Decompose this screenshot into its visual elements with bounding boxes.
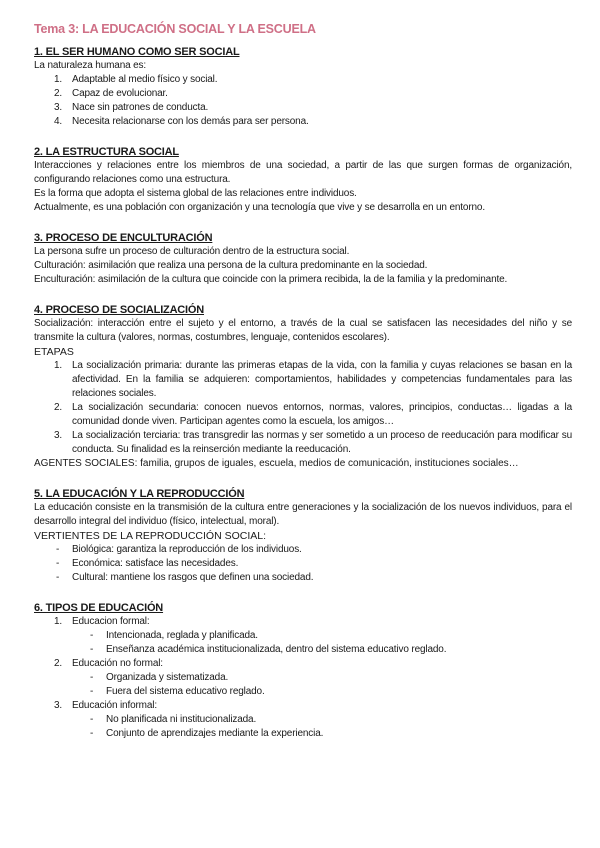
section-5-vertientes-label: VERTIENTES DE LA REPRODUCCIÓN SOCIAL: [34, 530, 267, 542]
section-5 [34, 487, 572, 585]
list-item [34, 429, 572, 457]
item-dash: - [90, 728, 94, 739]
section-3-paragraph-3: Enculturación: asimilación de la cultura que coincide con la primera recibida, la de la familia y la predominante. [34, 274, 508, 285]
item-text: Enseñanza académica institucionalizada, dentro del sistema educativo reglado. [106, 644, 447, 655]
list-item [34, 115, 572, 129]
list-item [34, 671, 572, 685]
item-text: Educacion formal: [72, 616, 150, 627]
list-item [34, 571, 572, 585]
list-item [34, 401, 572, 429]
item-number: 3. [54, 700, 63, 711]
section-1-intro: La naturaleza humana es: [34, 60, 147, 71]
section-2 [34, 145, 572, 215]
item-number: 2. [54, 658, 63, 669]
section-3 [34, 231, 572, 287]
item-dash: - [90, 714, 94, 725]
list-item [34, 643, 572, 657]
list-item [34, 713, 572, 727]
item-text: La socialización secundaria: conocen nuevos entornos, normas, valores, principios, conductas… ligadas a la comunidad donde viven. Participan agentes como la escuela, los amigos… [72, 402, 572, 427]
section-6-heading: 6. TIPOS DE EDUCACIÓN [34, 602, 164, 614]
section-1-list [34, 73, 572, 129]
section-3-paragraph-1: La persona sufre un proceso de culturación dentro de la estructura social. [34, 246, 350, 257]
item-text: Organizada y sistematizada. [106, 672, 229, 683]
section-1-heading: 1. EL SER HUMANO COMO SER SOCIAL [34, 46, 240, 58]
item-number: 3. [54, 430, 63, 441]
item-dash: - [90, 686, 94, 697]
section-2-paragraph-1: Interacciones y relaciones entre los miembros de una sociedad, a partir de las que surgen formas de organización, configurando relaciones como una estructura. [34, 160, 572, 185]
item-text: Adaptable al medio físico y social. [72, 74, 218, 85]
section-5-heading: 5. LA EDUCACIÓN Y LA REPRODUCCIÓN [34, 488, 245, 500]
document-page [34, 22, 572, 750]
section-6-sublist-3 [34, 713, 572, 741]
item-number: 1. [54, 74, 63, 85]
section-2-paragraph-3: Actualmente, es una población con organización y una tecnología que vive y se desarrolla en un entorno. [34, 202, 485, 213]
item-text: Educación informal: [72, 700, 157, 711]
item-number: 1. [54, 360, 63, 371]
item-text: Cultural: mantiene los rasgos que definen una sociedad. [72, 572, 314, 583]
list-item [34, 543, 572, 557]
section-4-paragraph-1: Socialización: interacción entre el sujeto y el entorno, a través de la cual se satisfacen las necesidades del niño y se transmite la cultura (valores, normas, costumbres, lenguaje, contenidos escolares). [34, 318, 572, 343]
item-number: 3. [54, 102, 63, 113]
list-item [34, 657, 572, 671]
item-text: La socialización terciaria: tras transgredir las normas y ser sometido a un proceso de reeducación para modificar su conducta. Su finalidad es la reinserción mediante la reeducación. [72, 430, 572, 455]
item-dash: - [90, 630, 94, 641]
item-number: 2. [54, 88, 63, 99]
item-text: Necesita relacionarse con los demás para ser persona. [72, 116, 309, 127]
list-item [34, 685, 572, 699]
item-text: La socialización primaria: durante las primeras etapas de la vida, con la familia y cuyas relaciones se basan en la afectividad. En la familia se adquieren: comportamientos, habilidades y competencias fundamentales para las relaciones sociales. [72, 360, 572, 399]
section-2-heading: 2. LA ESTRUCTURA SOCIAL [34, 146, 179, 158]
item-number: 1. [54, 616, 63, 627]
section-4-etapas-label: ETAPAS [34, 346, 74, 358]
item-text: Educación no formal: [72, 658, 163, 669]
list-item [34, 629, 572, 643]
section-4-heading: 4. PROCESO DE SOCIALIZACIÓN [34, 304, 205, 316]
list-item [34, 727, 572, 741]
section-5-list [34, 543, 572, 585]
section-6-sublist-2 [34, 671, 572, 699]
item-text: Nace sin patrones de conducta. [72, 102, 209, 113]
document-title: Tema 3: LA EDUCACIÓN SOCIAL Y LA ESCUELA [34, 22, 316, 36]
section-2-paragraph-2: Es la forma que adopta el sistema global de las relaciones entre individuos. [34, 188, 357, 199]
section-6-list [34, 615, 572, 629]
item-text: Fuera del sistema educativo reglado. [106, 686, 265, 697]
list-item [34, 557, 572, 571]
item-dash: - [90, 672, 94, 683]
item-number: 2. [54, 402, 63, 413]
section-3-heading: 3. PROCESO DE ENCULTURACIÓN [34, 232, 213, 244]
section-6-list-3 [34, 699, 572, 713]
list-item [34, 87, 572, 101]
section-1 [34, 45, 572, 129]
section-3-paragraph-2: Culturación: asimilación que realiza una persona de la cultura predominante en la sociedad. [34, 260, 428, 271]
item-text: Capaz de evolucionar. [72, 88, 168, 99]
section-4-agentes: AGENTES SOCIALES: familia, grupos de iguales, escuela, medios de comunicación, instituciones sociales… [34, 458, 519, 469]
item-dash: - [90, 644, 94, 655]
item-dash: - [56, 558, 60, 569]
list-item [34, 699, 572, 713]
item-text: Intencionada, reglada y planificada. [106, 630, 258, 641]
section-6-sublist-1 [34, 629, 572, 657]
section-6 [34, 601, 572, 741]
section-5-paragraph-1: La educación consiste en la transmisión de la cultura entre generaciones y la socialización de los nuevos individuos, para el desarrollo integral del individuo (físico, intelectual, moral). [34, 502, 572, 527]
item-text: Conjunto de aprendizajes mediante la experiencia. [106, 728, 324, 739]
item-text: Biológica: garantiza la reproducción de los individuos. [72, 544, 302, 555]
list-item [34, 615, 572, 629]
list-item [34, 359, 572, 401]
list-item [34, 73, 572, 87]
item-dash: - [56, 544, 60, 555]
item-number: 4. [54, 116, 63, 127]
list-item [34, 101, 572, 115]
item-dash: - [56, 572, 60, 583]
section-6-list-2 [34, 657, 572, 671]
item-text: Económica: satisface las necesidades. [72, 558, 239, 569]
item-text: No planificada ni institucionalizada. [106, 714, 257, 725]
section-4 [34, 303, 572, 471]
section-4-list [34, 359, 572, 457]
